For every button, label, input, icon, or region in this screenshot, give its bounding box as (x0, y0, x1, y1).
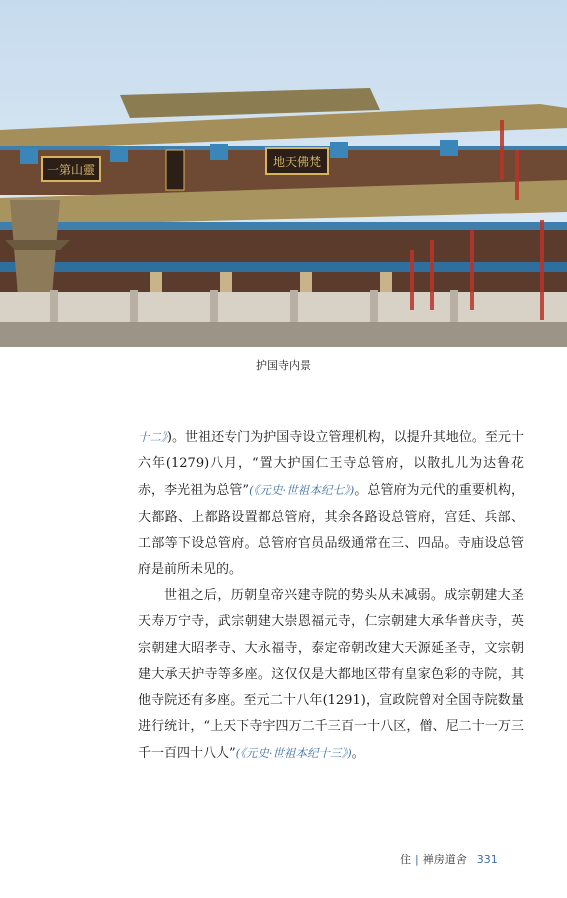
plaque-left-text: 一第山靈 (46, 163, 96, 177)
paragraph-text: 。总管府为元代的重要机构，大都路、上都路设置都总管府，其余各路设总管府，宫廷、兵部、工部等下设总管府。总管府官员品级通常在三、四品。寺庙设总管府是前所未见的。 (138, 483, 524, 578)
plaque-right-text: 地天佛梵 (272, 155, 322, 169)
paragraph-2 (138, 583, 524, 767)
citation: (《元史·世祖本纪十三》) (235, 746, 352, 761)
footer-separator: | (415, 853, 419, 866)
photo-caption: 护国寺内景 (256, 359, 311, 372)
temple-hall-illustration (0, 0, 567, 347)
page-footer (400, 851, 530, 867)
page-number: 331 (476, 853, 498, 866)
paragraph-1 (138, 424, 524, 583)
paragraph-text: 世祖之后，历朝皇帝兴建寺院的势头从未减弱。成宗朝建大圣天寿万宁寺，武宗朝建大崇恩福元寺，仁宗朝建大承华普庆寺，英宗朝建大昭孝寺、大永福寺，泰定帝朝改建大天源延圣寺，文宗朝建大承天护寺等多座。这仅仅是大都地区带有皇家色彩的寺院，其他寺院还有多座。至元二十八年(1291)，宣政院曾对全国寺院数量进行统计，“上天下寺宇四万二千三百一十八区，僧、尼二十一万三千一百四十八人” (138, 588, 524, 762)
paragraph-text: )。世祖还专门为护国寺设立管理机构，以提升其地位。至元十六年(1279)八月，“置大护国仁王寺总管府，以散扎儿为达鲁花赤，李光祖为总管” (138, 430, 525, 499)
paragraph-text: 。 (351, 746, 365, 762)
citation: (《元史·世祖本纪七》) (249, 483, 355, 498)
footer-chapter: 禅房道舍 (422, 853, 467, 866)
citation: 十二》 (138, 430, 167, 444)
temple-photo (0, 0, 567, 347)
footer-section: 住 (400, 853, 411, 866)
body-text (138, 424, 524, 768)
